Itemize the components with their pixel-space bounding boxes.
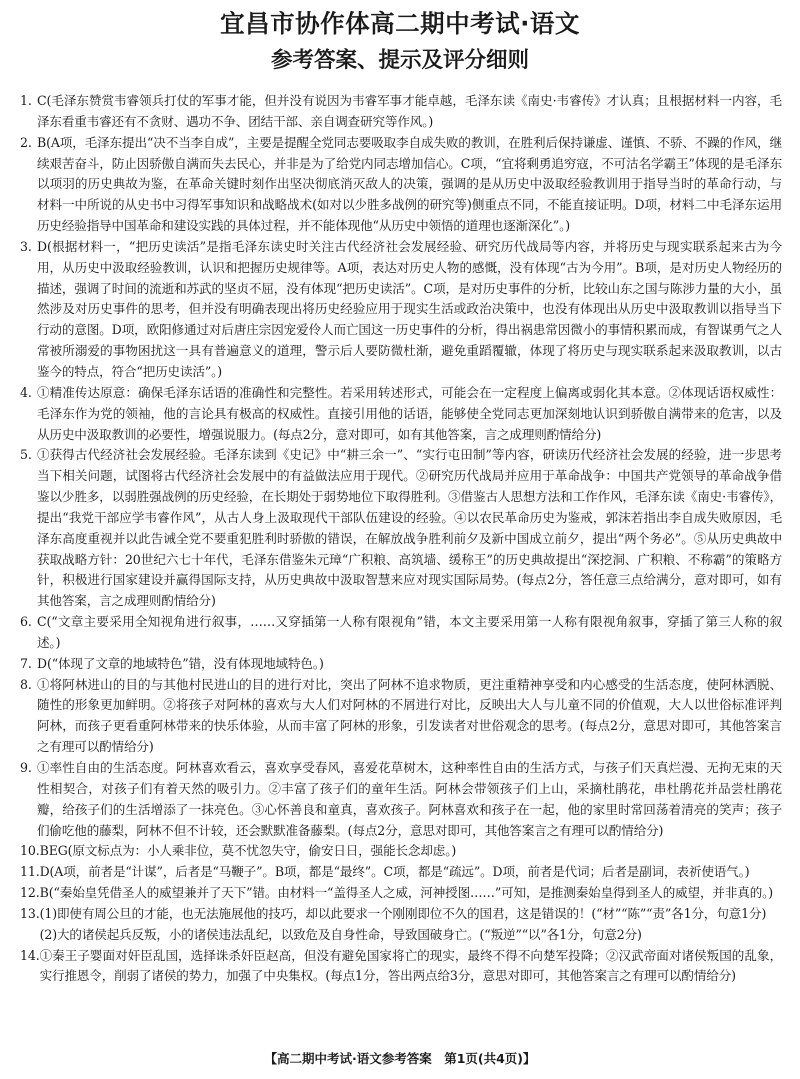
page-title: 宜昌市协作体高二期中考试·语文 (220, 9, 580, 38)
answer-list (20, 91, 782, 987)
answer-item (20, 883, 782, 904)
answer-paragraph: ①将阿林进山的目的与其他村民进山的目的进行对比，突出了阿林不追求物质，更注重精神享受和内心感受的生活态度，使阿林洒脱、随性的形象更加鲜明。②将孩子对阿林的喜欢与大人们对阿林的不屑进行对比，反映出大人与儿童不同的价值观，大人以世俗标准评判阿林，而孩子更看重阿林带来的快乐体验，从而丰富了阿林的形象，引发读者对世俗观念的思考。(每点2分，意思对即可，其他答案言之有理可以酌情给分) (37, 676, 782, 755)
answer-item (20, 383, 782, 446)
answer-item (20, 91, 782, 133)
answer-text (40, 862, 782, 883)
answer-paragraph: ①秦王子婴面对奸臣乱国，选择诛杀奸臣赵高，但没有避免国家将亡的现实，最终不得不向楚军投降；②汉武帝面对诸侯叛国的乱象，实行推恩令，削弱了诸侯的势力，加强了中央集权。(每点1分，答出两点给3分，意思对即可，其他答案言之有理可以酌情给分) (39, 947, 782, 984)
answer-number: 14. (20, 947, 40, 963)
answer-text (40, 841, 782, 862)
answer-text (37, 91, 782, 133)
answer-paragraph: D(根据材料一，“把历史读活”是指毛泽东读史时关注古代经济社会发展经验、研究历代战局等内容，并将历史与现实联系起来古为今用，从历史中汲取经验教训，认识和把握历史规律等。A项，表达对历史人物的感慨，没有体现“古为今用”。B项，是对历史人物经历的描述，强调了时间的流逝和苏武的坚贞不屈，没有体现“把历史读活”。C项，是对历史事件的分析，比较山东之国与陈涉力量的大小，虽然涉及对历史事件的思考，但并没有明确表现出将历史经验应用于现实生活或政治决策中，也没有体现出从历史中汲取教训以指导当下行动的意图。D项，欧阳修通过对后唐庄宗因宠爱伶人而亡国这一历史事件的分析，得出祸患常因微小的事情积累而成，有智谋勇气之人常被所溺爱的事物困扰这一具有普遍意义的道理，警示后人要防微杜渐，避免重蹈覆辙，体现了将历史与现实联系起来汲取教训，以古鉴今的特点，符合“把历史读活”。) (37, 238, 782, 379)
answer-paragraph: (2)大的诸侯起兵反叛，小的诸侯违法乱纪，以致危及自身性命，导致国破身亡。(“叛逆”“以”各1分，句意2分) (39, 926, 642, 942)
answer-item (20, 758, 782, 841)
answer-paragraph: D(A项，前者是“计谋”，后者是“马鞭子”。B项，都是“最终”。C项，都是“疏远”。D项，前者是代词；后者是副词，表祈使语气。) (39, 864, 750, 880)
answer-paragraph: (1)即使有周公旦的才能，也无法施展他的技巧，却以此要求一个刚刚即位不久的国君，这是错误的！(“材”“陈”“责”各1分，句意1分) (39, 905, 767, 921)
answer-item (20, 445, 782, 612)
answer-number: 8. (20, 676, 32, 692)
answer-item (20, 675, 782, 758)
answer-item (20, 133, 782, 237)
answer-number: 12. (20, 885, 40, 901)
answer-item (20, 946, 782, 988)
answer-number: 5. (20, 447, 32, 463)
answer-number: 1. (20, 93, 32, 108)
answer-item (20, 654, 782, 675)
answer-number: 2. (20, 134, 32, 150)
answer-number: 7. (20, 655, 32, 671)
answer-number: 4. (20, 384, 32, 400)
answer-paragraph: BEG(原文标点为：小人乘非位，莫不忧忽失守，偷安日日，强能长念却虑。) (39, 843, 457, 859)
page-footer: 【高二期中考试·语文参考答案 第1页(共4页)】 (264, 1051, 536, 1066)
page-subtitle: 参考答案、提示及评分细则 (270, 48, 529, 73)
answer-paragraph: B(“秦始皇凭借圣人的威望兼并了天下”错。由材料一“盖得圣人之威，河神授图……”可知，是推测秦始皇得到圣人的威望，并非真的。) (39, 885, 774, 901)
answer-item (20, 612, 782, 654)
answer-text (37, 445, 782, 612)
answer-paragraph: ①精准传达原意：确保毛泽东话语的准确性和完整性。若采用转述形式，可能会在一定程度上偏离或弱化其本意。②体现话语权威性：毛泽东作为党的领袖，他的言论具有极高的权威性。直接引用他的话语，能够使全党同志更加深刻地认识到骄傲自满带来的危害，以及从历史中汲取教训的必要性，增强说服力。(每点2分，意对即可，如有其他答案，言之成理则酌情给分) (37, 384, 782, 442)
answer-paragraph: D(“体现了文章的地域特色”错，没有体现地域特色。) (37, 655, 324, 671)
answer-item (20, 841, 782, 862)
answer-text (40, 904, 782, 946)
answer-number: 11. (20, 864, 40, 880)
answer-text (37, 383, 782, 446)
answer-text (37, 612, 782, 654)
answer-text (37, 758, 782, 841)
answer-paragraph: C(“文章主要采用全知视角进行叙事，……又穿插第一人称有限视角”错，本文主要采用第一人称有限视角叙事，穿插了第三人称的叙述。) (37, 614, 782, 650)
answer-paragraph: ①获得古代经济社会发展经验。毛泽东读到《史记》中“耕三余一”、“实行屯田制”等内容，研读历代经济社会发展的经验，进一步思考当下相关问题，试图将古代经济社会发展中的有益做法应用于现代。②研究历代战局并应用于革命战争：中国共产党领导的革命战争借鉴以少胜多，以弱胜强战例的历史经验，在长期处于弱势地位下取得胜利。③借鉴古人思想方法和工作作风，毛泽东读《南史·韦睿传》，提出“我党干部应学韦睿作风”，从古人身上汲取现代干部队伍建设的经验。④以农民革命历史为鉴戒，郭沫若指出李自成失败原因，毛泽东高度重视并以此告诫全党不要重犯胜利时骄傲的错误，在解放战争胜利前夕及新中国成立前夕，提出“两个务必”。⑤从历史典故中获取战略方针：20世纪六七十年代，毛泽东借鉴朱元璋“广积粮、高筑墙、缓称王”的历史典故提出“深挖洞、广积粮、不称霸”的策略方针，积极进行国家建设并赢得国际支持，从历史典故中汲取智慧来应对现实国际局势。(每点2分，答任意三点给满分，意对即可，如有其他答案，言之成理则酌情给分) (37, 447, 782, 609)
answer-number: 13. (20, 905, 40, 921)
answer-paragraph: C(毛泽东赞赏韦睿领兵打仗的军事才能，但并没有说因为韦睿军事才能卓越，毛泽东读《南史·韦睿传》才认真；且根据材料一内容，毛泽东看重韦睿还有不贪财、遇功不争、团结干部、亲自调查研究等作风。) (37, 93, 782, 129)
answer-paragraph: ①率性自由的生活态度。阿林喜欢看云，喜欢享受春风，喜爱花草树木，这种率性自由的生活方式，与孩子们天真烂漫、无拘无束的天性相契合，对孩子们有着天然的吸引力。②丰富了孩子们的童年生活。阿林会带领孩子们上山，采摘杜鹃花，串杜鹃花并品尝杜鹃花瓣，给孩子们的生活增添了一抹亮色。③心怀善良和童真，喜欢孩子。阿林喜欢和孩子在一起，他的家里时常回荡着清亮的笑声；孩子们偷吃他的藤梨，阿林不但不计较，还会默默准备藤梨。(每点2分，意思对即可，其他答案言之有理可以酌情给分) (37, 760, 782, 838)
answer-text (37, 133, 782, 237)
answer-text (37, 237, 782, 383)
answer-text (40, 946, 782, 988)
answer-number: 6. (20, 614, 32, 630)
answer-item (20, 904, 782, 946)
answer-item (20, 237, 782, 383)
answer-text (37, 675, 782, 758)
answer-paragraph: B(A项，毛泽东提出“决不当李自成”，主要是提醒全党同志要吸取李自成失败的教训，在胜利后保持谦虚、谨慎、不骄、不躁的作风，继续艰苦奋斗，防止因骄傲自满而失去民心，并非是为了给党内同志增加信心。C项，“宜将剩勇追穷寇，不可沽名学霸王”体现的是毛泽东以项羽的历史典故为鉴，在革命关键时刻作出坚决彻底消灭敌人的决策，强调的是从历史中汲取经验教训用于指导当时的革命行动，与材料一中所说的从史书中习得军事知识和战略战术(如对以少胜多战例的研究等)侧重点不同，不能直接证明。D项，材料二中毛泽东运用历史经验指导中国革命和建设实践的具体过程，并不能体现他“从历史中领悟的道理也逐渐深化”。) (37, 134, 782, 234)
answer-number: 3. (20, 238, 32, 254)
answer-number: 10. (20, 843, 40, 859)
answer-number: 9. (20, 760, 32, 775)
answer-text (37, 654, 782, 675)
answer-text (40, 883, 782, 904)
answer-item (20, 862, 782, 883)
